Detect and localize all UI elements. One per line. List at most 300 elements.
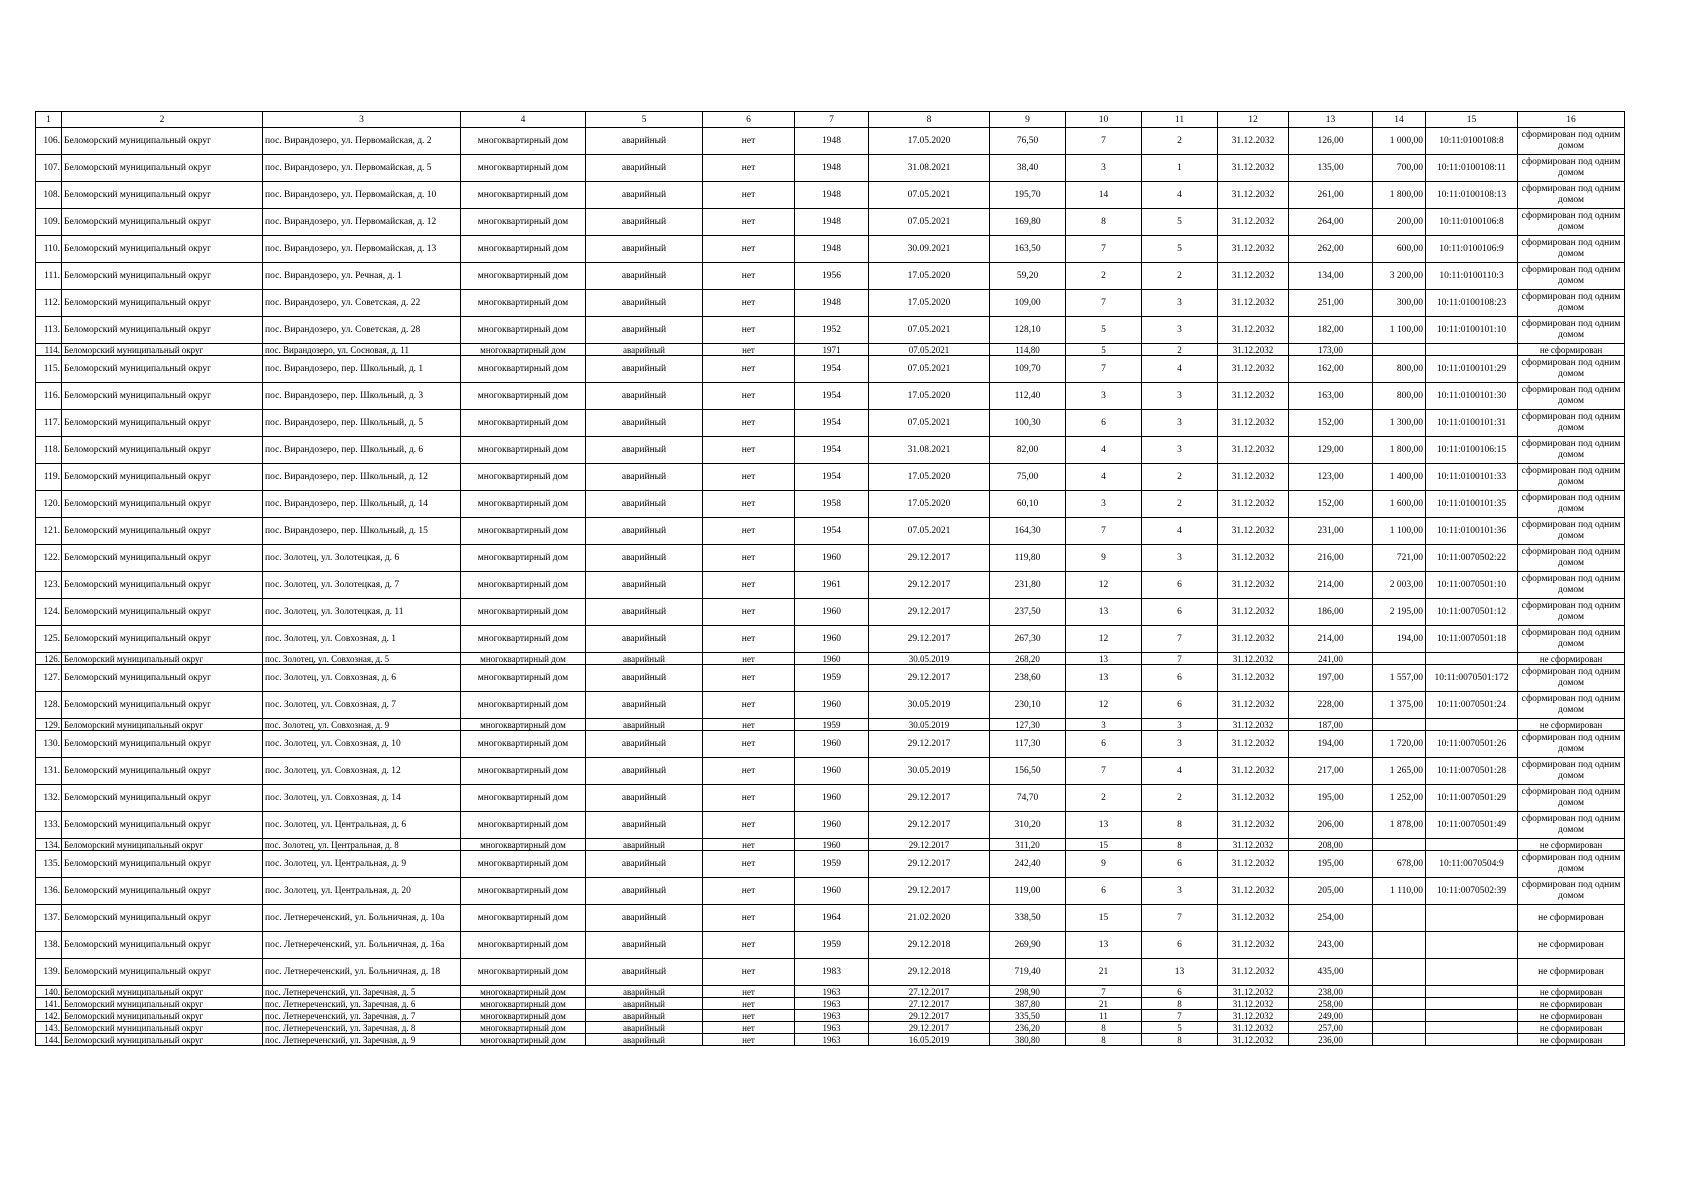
land-status: не сформирован (1518, 932, 1625, 959)
municipality: Беломорский муниципальный округ (62, 356, 263, 383)
deadline: 31.12.2032 (1218, 905, 1289, 932)
flag: нет (703, 998, 795, 1010)
cadastral-number (1426, 653, 1518, 665)
deadline: 31.12.2032 (1218, 545, 1289, 572)
table-row (36, 785, 1625, 812)
municipality: Беломорский муниципальный округ (62, 785, 263, 812)
deadline: 31.12.2032 (1218, 1034, 1289, 1046)
residents: 8 (1066, 209, 1142, 236)
address: пос. Вирандозеро, ул. Первомайская, д. 2 (263, 128, 461, 155)
municipality: Беломорский муниципальный округ (62, 653, 263, 665)
address: пос. Золотец, ул. Центральная, д. 6 (263, 812, 461, 839)
row-number: 130. (36, 731, 62, 758)
table-row (36, 572, 1625, 599)
condition: аварийный (586, 959, 703, 986)
area: 310,20 (990, 812, 1066, 839)
building-type: многоквартирный дом (461, 626, 586, 653)
land-status: сформирован под одним домом (1518, 545, 1625, 572)
cadastral-number: 10:11:0070504:9 (1426, 851, 1518, 878)
deadline: 31.12.2032 (1218, 599, 1289, 626)
flag: нет (703, 986, 795, 998)
row-number: 118. (36, 437, 62, 464)
recognition-date: 07.05.2021 (869, 344, 990, 356)
deadline: 31.12.2032 (1218, 731, 1289, 758)
land-status: сформирован под одним домом (1518, 491, 1625, 518)
building-type: многоквартирный дом (461, 356, 586, 383)
cadastral-number (1426, 719, 1518, 731)
address: пос. Золотец, ул. Совхозная, д. 5 (263, 653, 461, 665)
address: пос. Золотец, ул. Совхозная, д. 10 (263, 731, 461, 758)
apartments: 6 (1142, 851, 1218, 878)
condition: аварийный (586, 344, 703, 356)
residents: 7 (1066, 236, 1142, 263)
deadline: 31.12.2032 (1218, 1022, 1289, 1034)
land-status: сформирован под одним домом (1518, 692, 1625, 719)
building-type: многоквартирный дом (461, 383, 586, 410)
table-row (36, 128, 1625, 155)
address: пос. Золотец, ул. Центральная, д. 20 (263, 878, 461, 905)
area: 109,00 (990, 290, 1066, 317)
residents: 7 (1066, 758, 1142, 785)
condition: аварийный (586, 572, 703, 599)
condition: аварийный (586, 491, 703, 518)
area: 38,40 (990, 155, 1066, 182)
address: пос. Летнереченский, ул. Больничная, д. 16а (263, 932, 461, 959)
column-number: 2 (62, 112, 263, 128)
residents: 13 (1066, 599, 1142, 626)
building-type: многоквартирный дом (461, 209, 586, 236)
cadastral-number: 10:11:0100106:15 (1426, 437, 1518, 464)
condition: аварийный (586, 1034, 703, 1046)
year-built: 1948 (795, 290, 869, 317)
apartments: 2 (1142, 464, 1218, 491)
condition: аварийный (586, 1022, 703, 1034)
land-area: 206,00 (1289, 812, 1373, 839)
year-built: 1948 (795, 128, 869, 155)
address: пос. Летнереченский, ул. Больничная, д. 10а (263, 905, 461, 932)
land-status: не сформирован (1518, 719, 1625, 731)
building-type: многоквартирный дом (461, 998, 586, 1010)
residents: 15 (1066, 839, 1142, 851)
land-status: не сформирован (1518, 998, 1625, 1010)
cadastral-number: 10:11:0100108:8 (1426, 128, 1518, 155)
deadline: 31.12.2032 (1218, 464, 1289, 491)
land-area: 243,00 (1289, 932, 1373, 959)
flag: нет (703, 758, 795, 785)
year-built: 1960 (795, 731, 869, 758)
cadastral-number: 10:11:0070501:28 (1426, 758, 1518, 785)
land-area: 195,00 (1289, 851, 1373, 878)
municipality: Беломорский муниципальный округ (62, 665, 263, 692)
land-status: сформирован под одним домом (1518, 731, 1625, 758)
land-status: сформирован под одним домом (1518, 572, 1625, 599)
apartments: 2 (1142, 263, 1218, 290)
land-status: сформирован под одним домом (1518, 599, 1625, 626)
column-number: 12 (1218, 112, 1289, 128)
address: пос. Вирандозеро, пер. Школьный, д. 5 (263, 410, 461, 437)
apartments: 3 (1142, 545, 1218, 572)
residents: 2 (1066, 785, 1142, 812)
deadline: 31.12.2032 (1218, 665, 1289, 692)
land-plot: 1 800,00 (1373, 437, 1426, 464)
land-plot (1373, 344, 1426, 356)
land-plot: 1 600,00 (1373, 491, 1426, 518)
row-number: 117. (36, 410, 62, 437)
deadline: 31.12.2032 (1218, 356, 1289, 383)
flag: нет (703, 1034, 795, 1046)
land-status: сформирован под одним домом (1518, 464, 1625, 491)
table-row (36, 518, 1625, 545)
cadastral-number: 10:11:0100101:35 (1426, 491, 1518, 518)
table-row (36, 986, 1625, 998)
recognition-date: 17.05.2020 (869, 290, 990, 317)
land-area: 134,00 (1289, 263, 1373, 290)
recognition-date: 17.05.2020 (869, 491, 990, 518)
deadline: 31.12.2032 (1218, 851, 1289, 878)
recognition-date: 31.08.2021 (869, 437, 990, 464)
cadastral-number: 10:11:0070501:12 (1426, 599, 1518, 626)
flag: нет (703, 356, 795, 383)
building-type: многоквартирный дом (461, 812, 586, 839)
column-number: 15 (1426, 112, 1518, 128)
column-number: 16 (1518, 112, 1625, 128)
land-plot (1373, 653, 1426, 665)
recognition-date: 07.05.2021 (869, 317, 990, 344)
land-status: не сформирован (1518, 959, 1625, 986)
residents: 13 (1066, 812, 1142, 839)
address: пос. Летнереченский, ул. Заречная, д. 8 (263, 1022, 461, 1034)
apartments: 8 (1142, 839, 1218, 851)
flag: нет (703, 653, 795, 665)
table-row (36, 317, 1625, 344)
land-plot: 700,00 (1373, 155, 1426, 182)
flag: нет (703, 1022, 795, 1034)
municipality: Беломорский муниципальный округ (62, 932, 263, 959)
table-row (36, 626, 1625, 653)
apartments: 2 (1142, 128, 1218, 155)
municipality: Беломорский муниципальный округ (62, 599, 263, 626)
area: 119,80 (990, 545, 1066, 572)
building-type: многоквартирный дом (461, 851, 586, 878)
row-number: 134. (36, 839, 62, 851)
cadastral-number: 10:11:0100101:36 (1426, 518, 1518, 545)
column-number: 1 (36, 112, 62, 128)
land-area: 262,00 (1289, 236, 1373, 263)
land-status: сформирован под одним домом (1518, 626, 1625, 653)
condition: аварийный (586, 128, 703, 155)
recognition-date: 29.12.2017 (869, 839, 990, 851)
land-plot: 194,00 (1373, 626, 1426, 653)
year-built: 1960 (795, 878, 869, 905)
flag: нет (703, 155, 795, 182)
row-number: 125. (36, 626, 62, 653)
cadastral-number: 10:11:0100101:30 (1426, 383, 1518, 410)
address: пос. Вирандозеро, ул. Первомайская, д. 5 (263, 155, 461, 182)
land-area: 152,00 (1289, 410, 1373, 437)
residents: 4 (1066, 464, 1142, 491)
apartments: 6 (1142, 692, 1218, 719)
land-plot: 1 300,00 (1373, 410, 1426, 437)
municipality: Беломорский муниципальный округ (62, 410, 263, 437)
cadastral-number: 10:11:0070502:39 (1426, 878, 1518, 905)
land-plot: 2 195,00 (1373, 599, 1426, 626)
condition: аварийный (586, 785, 703, 812)
condition: аварийный (586, 986, 703, 998)
apartments: 3 (1142, 383, 1218, 410)
area: 231,80 (990, 572, 1066, 599)
deadline: 31.12.2032 (1218, 626, 1289, 653)
table-row (36, 839, 1625, 851)
residents: 7 (1066, 128, 1142, 155)
year-built: 1960 (795, 758, 869, 785)
row-number: 128. (36, 692, 62, 719)
apartments: 2 (1142, 344, 1218, 356)
apartments: 3 (1142, 719, 1218, 731)
land-status: сформирован под одним домом (1518, 785, 1625, 812)
row-number: 119. (36, 464, 62, 491)
condition: аварийный (586, 905, 703, 932)
land-area: 254,00 (1289, 905, 1373, 932)
building-type: многоквартирный дом (461, 731, 586, 758)
land-plot: 2 003,00 (1373, 572, 1426, 599)
year-built: 1960 (795, 692, 869, 719)
municipality: Беломорский муниципальный округ (62, 839, 263, 851)
land-plot: 600,00 (1373, 236, 1426, 263)
land-area: 208,00 (1289, 839, 1373, 851)
recognition-date: 29.12.2017 (869, 878, 990, 905)
condition: аварийный (586, 290, 703, 317)
table-row (36, 356, 1625, 383)
residents: 9 (1066, 545, 1142, 572)
land-area: 162,00 (1289, 356, 1373, 383)
year-built: 1960 (795, 812, 869, 839)
building-type: многоквартирный дом (461, 1034, 586, 1046)
building-type: многоквартирный дом (461, 437, 586, 464)
address: пос. Золотец, ул. Совхозная, д. 6 (263, 665, 461, 692)
condition: аварийный (586, 1010, 703, 1022)
municipality: Беломорский муниципальный округ (62, 572, 263, 599)
cadastral-number (1426, 986, 1518, 998)
area: 76,50 (990, 128, 1066, 155)
land-plot: 1 252,00 (1373, 785, 1426, 812)
row-number: 113. (36, 317, 62, 344)
deadline: 31.12.2032 (1218, 758, 1289, 785)
building-type: многоквартирный дом (461, 1022, 586, 1034)
condition: аварийный (586, 692, 703, 719)
table-row (36, 653, 1625, 665)
recognition-date: 17.05.2020 (869, 263, 990, 290)
residents: 3 (1066, 383, 1142, 410)
land-area: 241,00 (1289, 653, 1373, 665)
cadastral-number: 10:11:0070501:29 (1426, 785, 1518, 812)
row-number: 112. (36, 290, 62, 317)
building-type: многоквартирный дом (461, 263, 586, 290)
year-built: 1960 (795, 839, 869, 851)
table-header-row (36, 112, 1625, 128)
deadline: 31.12.2032 (1218, 344, 1289, 356)
recognition-date: 29.12.2017 (869, 545, 990, 572)
building-type: многоквартирный дом (461, 986, 586, 998)
column-number: 13 (1289, 112, 1373, 128)
residents: 11 (1066, 1010, 1142, 1022)
apartments: 7 (1142, 905, 1218, 932)
year-built: 1956 (795, 263, 869, 290)
recognition-date: 30.05.2019 (869, 758, 990, 785)
cadastral-number: 10:11:0100101:31 (1426, 410, 1518, 437)
area: 380,80 (990, 1034, 1066, 1046)
table-row (36, 998, 1625, 1010)
table-row (36, 758, 1625, 785)
address: пос. Летнереченский, ул. Больничная, д. 18 (263, 959, 461, 986)
apartments: 4 (1142, 356, 1218, 383)
land-status: сформирован под одним домом (1518, 851, 1625, 878)
table-row (36, 182, 1625, 209)
address: пос. Летнереченский, ул. Заречная, д. 7 (263, 1010, 461, 1022)
address: пос. Вирандозеро, ул. Первомайская, д. 10 (263, 182, 461, 209)
building-type: многоквартирный дом (461, 491, 586, 518)
building-type: многоквартирный дом (461, 653, 586, 665)
residents: 4 (1066, 437, 1142, 464)
residents: 2 (1066, 263, 1142, 290)
apartments: 4 (1142, 758, 1218, 785)
year-built: 1959 (795, 665, 869, 692)
address: пос. Золотец, ул. Золотецкая, д. 7 (263, 572, 461, 599)
area: 75,00 (990, 464, 1066, 491)
land-plot (1373, 986, 1426, 998)
municipality: Беломорский муниципальный округ (62, 128, 263, 155)
land-plot (1373, 998, 1426, 1010)
area: 237,50 (990, 599, 1066, 626)
land-area: 129,00 (1289, 437, 1373, 464)
land-plot: 1 720,00 (1373, 731, 1426, 758)
land-area: 194,00 (1289, 731, 1373, 758)
condition: аварийный (586, 626, 703, 653)
apartments: 13 (1142, 959, 1218, 986)
building-type: многоквартирный дом (461, 155, 586, 182)
column-number: 10 (1066, 112, 1142, 128)
row-number: 120. (36, 491, 62, 518)
flag: нет (703, 317, 795, 344)
flag: нет (703, 128, 795, 155)
residents: 12 (1066, 572, 1142, 599)
cadastral-number: 10:11:0070501:18 (1426, 626, 1518, 653)
condition: аварийный (586, 839, 703, 851)
recognition-date: 30.05.2019 (869, 653, 990, 665)
recognition-date: 17.05.2020 (869, 128, 990, 155)
cadastral-number (1426, 998, 1518, 1010)
recognition-date: 29.12.2018 (869, 932, 990, 959)
building-type: многоквартирный дом (461, 785, 586, 812)
land-area: 205,00 (1289, 878, 1373, 905)
table-row (36, 344, 1625, 356)
residents: 8 (1066, 1034, 1142, 1046)
area: 335,50 (990, 1010, 1066, 1022)
year-built: 1960 (795, 599, 869, 626)
land-status: сформирован под одним домом (1518, 290, 1625, 317)
building-type: многоквартирный дом (461, 719, 586, 731)
cadastral-number: 10:11:0070501:10 (1426, 572, 1518, 599)
municipality: Беломорский муниципальный округ (62, 812, 263, 839)
apartments: 8 (1142, 998, 1218, 1010)
land-area: 258,00 (1289, 998, 1373, 1010)
row-number: 115. (36, 356, 62, 383)
municipality: Беломорский муниципальный округ (62, 317, 263, 344)
building-type: многоквартирный дом (461, 599, 586, 626)
apartments: 5 (1142, 1022, 1218, 1034)
table-row (36, 464, 1625, 491)
flag: нет (703, 731, 795, 758)
land-plot (1373, 959, 1426, 986)
land-plot: 1 878,00 (1373, 812, 1426, 839)
land-status: сформирован под одним домом (1518, 356, 1625, 383)
cadastral-number: 10:11:0070501:172 (1426, 665, 1518, 692)
deadline: 31.12.2032 (1218, 518, 1289, 545)
residents: 8 (1066, 1022, 1142, 1034)
land-area: 135,00 (1289, 155, 1373, 182)
municipality: Беломорский муниципальный округ (62, 518, 263, 545)
apartments: 8 (1142, 812, 1218, 839)
condition: аварийный (586, 236, 703, 263)
flag: нет (703, 182, 795, 209)
year-built: 1952 (795, 317, 869, 344)
area: 387,80 (990, 998, 1066, 1010)
area: 100,30 (990, 410, 1066, 437)
land-status: не сформирован (1518, 905, 1625, 932)
land-area: 214,00 (1289, 572, 1373, 599)
municipality: Беломорский муниципальный округ (62, 545, 263, 572)
residents: 7 (1066, 986, 1142, 998)
table-row (36, 905, 1625, 932)
apartments: 5 (1142, 236, 1218, 263)
building-type: многоквартирный дом (461, 410, 586, 437)
flag: нет (703, 491, 795, 518)
land-status: сформирован под одним домом (1518, 665, 1625, 692)
area: 117,30 (990, 731, 1066, 758)
land-plot: 1 100,00 (1373, 317, 1426, 344)
land-plot: 800,00 (1373, 383, 1426, 410)
apartments: 4 (1142, 182, 1218, 209)
deadline: 31.12.2032 (1218, 998, 1289, 1010)
year-built: 1959 (795, 932, 869, 959)
row-number: 136. (36, 878, 62, 905)
municipality: Беломорский муниципальный округ (62, 905, 263, 932)
row-number: 133. (36, 812, 62, 839)
apartments: 8 (1142, 1034, 1218, 1046)
row-number: 123. (36, 572, 62, 599)
municipality: Беломорский муниципальный округ (62, 731, 263, 758)
land-area: 216,00 (1289, 545, 1373, 572)
recognition-date: 21.02.2020 (869, 905, 990, 932)
building-type: многоквартирный дом (461, 464, 586, 491)
land-area: 163,00 (1289, 383, 1373, 410)
deadline: 31.12.2032 (1218, 932, 1289, 959)
area: 719,40 (990, 959, 1066, 986)
land-area: 251,00 (1289, 290, 1373, 317)
deadline: 31.12.2032 (1218, 236, 1289, 263)
flag: нет (703, 545, 795, 572)
year-built: 1963 (795, 986, 869, 998)
municipality: Беломорский муниципальный округ (62, 182, 263, 209)
recognition-date: 07.05.2021 (869, 518, 990, 545)
row-number: 107. (36, 155, 62, 182)
apartments: 3 (1142, 317, 1218, 344)
recognition-date: 29.12.2017 (869, 599, 990, 626)
land-plot: 800,00 (1373, 356, 1426, 383)
row-number: 121. (36, 518, 62, 545)
apartments: 7 (1142, 1010, 1218, 1022)
municipality: Беломорский муниципальный округ (62, 626, 263, 653)
building-type: многоквартирный дом (461, 182, 586, 209)
